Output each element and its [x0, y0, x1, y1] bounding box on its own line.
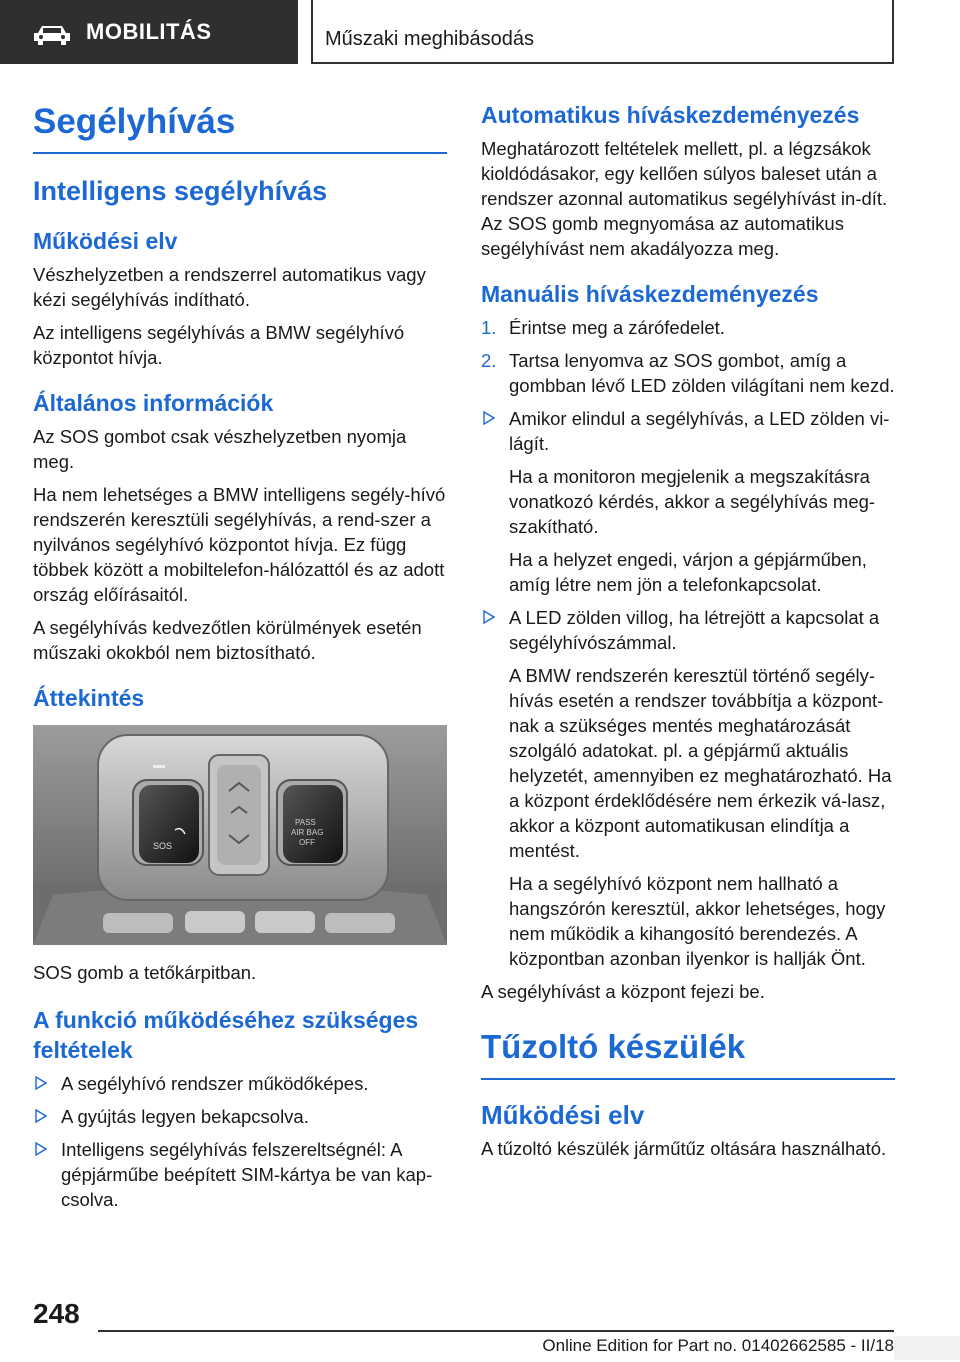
watermark-logo-icon [894, 1336, 960, 1360]
heading-automatic-call: Automatikus híváskezdeményezés [481, 102, 860, 128]
paragraph: Meghatározott feltételek mellett, pl. a légzsákok kioldódásakor, egy kellően súlyos baleset után a rendszer azonnal automatikus segélyhívást in-dít. Az SOS gomb megnyomása az automatikus segélyhívást nem akadályozza meg. [481, 138, 888, 259]
bullet-triangle-icon [483, 411, 495, 425]
paragraph: A segélyhívás kedvezőtlen körülmények esetén műszaki okokból nem biztosítható. [33, 617, 422, 663]
bullet-triangle-icon [35, 1142, 47, 1156]
paragraph: Az SOS gombot csak vészhelyzetben nyomja meg. [33, 426, 407, 472]
heading-principle: Működési elv [481, 1100, 645, 1130]
paragraph: A segélyhívást a központ fejezi be. [481, 981, 765, 1002]
footer-divider [98, 1330, 894, 1332]
figure-caption: SOS gomb a tetőkárpitban. [33, 962, 257, 983]
right-column [481, 100, 895, 1169]
bullet-triangle-icon [483, 610, 495, 624]
bullet-triangle-icon [35, 1076, 47, 1090]
manual-steps-list [481, 315, 895, 398]
manual-info-list [481, 406, 895, 971]
list-item: Intelligens segélyhívás felszereltségnél: A gépjárműbe beépített SIM-kártya be van kap-csolva. [33, 1137, 447, 1212]
page-number: 248 [33, 1298, 80, 1329]
heading-overview: Áttekintés [33, 685, 145, 711]
section-heading-fire-extinguisher: Tűzoltó készülék [481, 1026, 895, 1080]
heading-requirements: A funkció működéséhez szükséges feltételek [33, 1007, 419, 1063]
section-title: MOBILITÁS [86, 19, 212, 44]
paragraph: Az intelligens segélyhívás a BMW segélyhívó központot hívja. [33, 322, 405, 368]
list-item: A gyújtás legyen bekapcsolva. [33, 1104, 447, 1129]
step-item: 1. Érintse meg a zárófedelet. [481, 317, 725, 338]
page-title: Segélyhívás [33, 100, 447, 154]
edition-note: Online Edition for Part no. 01402662585 - II/18 [542, 1336, 894, 1355]
heading-principle: Működési elv [33, 228, 178, 254]
requirements-list [33, 1071, 447, 1212]
step-number: 2. [481, 350, 497, 371]
airbag-label: AIR BAG [291, 828, 324, 837]
list-item: A LED zölden villog, ha létrejött a kapcsolat a segélyhívószámmal. A BMW rendszerén keresztül történő segély-hívás esetén a rendszer továbbítja a központ-nak a szükséges mentés meghatározását szolgáló adatokat. pl. a gépjármű aktuális helyzetét, amennyiben ez meghatározható. Ha a központ érdeklődésére nem érkezik vá-lasz, akkor a központ automatikusan elindítja a mentést. Ha a segélyhívó központ nem hallható a hangszórón keresztül, akkor lehetséges, hogy nem működik a kihangosító berendezés. A központban azonban ilyenkor is hallják Önt. [481, 605, 895, 971]
sos-button-photo [33, 725, 447, 945]
list-item: Amikor elindul a segélyhívás, a LED zölden vi-lágít. Ha a monitoron megjelenik a megszakításra vonatkozó kérdés, akkor a segélyhívás meg-szakítható. Ha a helyzet engedi, várjon a gépjárműben, amíg létre nem jön a telefonkapcsolat. [481, 406, 895, 597]
header-chapter-tab [311, 0, 894, 64]
step-number: 1. [481, 317, 497, 338]
paragraph: Vészhelyzetben a rendszerrel automatikus vagy kézi segélyhívás indítható. [33, 264, 426, 310]
left-column [33, 100, 447, 1220]
off-label: OFF [299, 838, 315, 847]
heading-manual-call: Manuális híváskezdeményezés [481, 281, 819, 307]
step-item: 2. Tartsa lenyomva az SOS gombot, amíg a gombban lévő LED zölden világítani nem kezd. [481, 350, 895, 396]
bullet-triangle-icon [35, 1109, 47, 1123]
list-item: A segélyhívó rendszer működőképes. [33, 1071, 447, 1096]
heading-general-info: Általános információk [33, 390, 274, 416]
car-icon [32, 24, 72, 46]
sos-label: SOS [153, 841, 173, 851]
section-heading-intelligent-call: Intelligens segélyhívás [33, 176, 328, 206]
header-section-tab [0, 0, 298, 64]
chapter-title: Műszaki meghibásodás [325, 28, 534, 50]
pass-label: PASS [295, 818, 316, 827]
paragraph: Ha nem lehetséges a BMW intelligens segély-hívó rendszerén keresztüli segélyhívás, a rend-szer a nyilvános segélyhívó központot hívja. Ez függ többek között a mobiltelefon-hálózattól és az adott ország előírásaitól. [33, 484, 446, 605]
paragraph: A tűzoltó készülék járműtűz oltására használható. [481, 1138, 887, 1159]
